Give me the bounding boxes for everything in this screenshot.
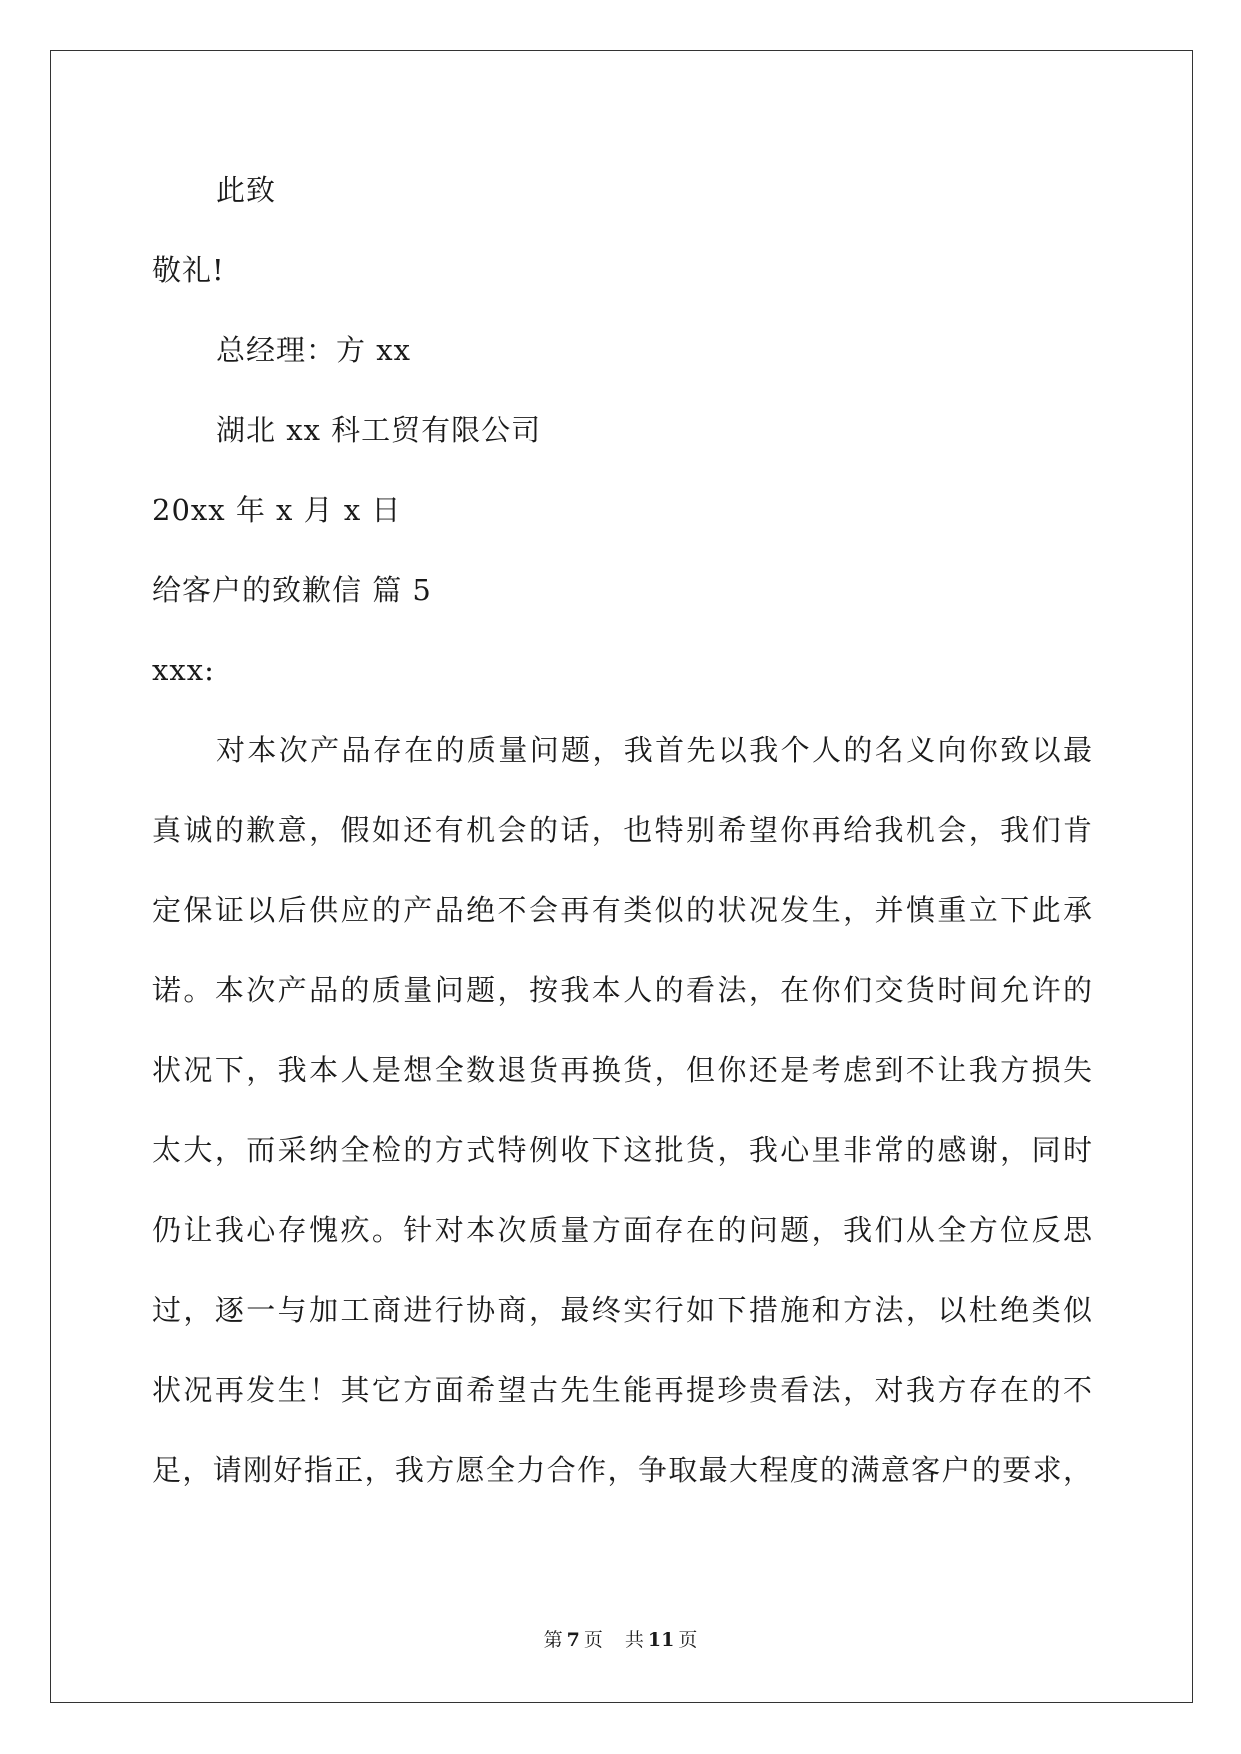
- footer-total-suffix: 页: [678, 1629, 698, 1651]
- page-footer: [0, 1628, 1241, 1652]
- body-paragraph-line: 状况再发生！其它方面希望古先生能再提珍贵看法，对我方存在的不: [152, 1373, 1092, 1407]
- body-paragraph-line: 对本次产品存在的质量问题，我首先以我个人的名义向你致以最: [216, 733, 1092, 767]
- footer-page-current: 7: [566, 1629, 580, 1651]
- section-heading: 给客户的致歉信 篇 5: [152, 573, 432, 607]
- letter-date: 20xx 年 x 月 x 日: [152, 493, 402, 527]
- recipient-line: xxx:: [152, 653, 215, 687]
- closing-regards: 敬礼!: [152, 253, 225, 287]
- footer-page-suffix: 页: [583, 1629, 603, 1651]
- body-paragraph-line: 仍让我心存愧疚。针对本次质量方面存在的问题，我们从全方位反思: [152, 1213, 1092, 1247]
- body-paragraph-line: 状况下，我本人是想全数退货再换货，但你还是考虑到不让我方损失: [152, 1053, 1092, 1087]
- footer-total-prefix: 共: [624, 1629, 644, 1651]
- closing-salutation: 此致: [216, 173, 277, 207]
- footer-page-total: 11: [647, 1629, 675, 1651]
- company-name: 湖北 xx 科工贸有限公司: [216, 413, 542, 447]
- footer-page-prefix: 第: [543, 1629, 563, 1651]
- body-paragraph-line: 太大，而采纳全检的方式特例收下这批货，我心里非常的感谢，同时: [152, 1133, 1092, 1167]
- body-paragraph-line: 真诚的歉意，假如还有机会的话，也特别希望你再给我机会，我们肯: [152, 813, 1092, 847]
- body-paragraph-line: 过，逐一与加工商进行协商，最终实行如下措施和方法，以杜绝类似: [152, 1293, 1092, 1327]
- body-paragraph-line: 诺。本次产品的质量问题，按我本人的看法，在你们交货时间允许的: [152, 973, 1092, 1007]
- body-paragraph-line: 足，请刚好指正，我方愿全力合作，争取最大程度的满意客户的要求，: [152, 1453, 1092, 1487]
- body-paragraph-line: 定保证以后供应的产品绝不会再有类似的状况发生，并慎重立下此承: [152, 893, 1092, 927]
- signer-line: 总经理：方 xx: [216, 333, 411, 367]
